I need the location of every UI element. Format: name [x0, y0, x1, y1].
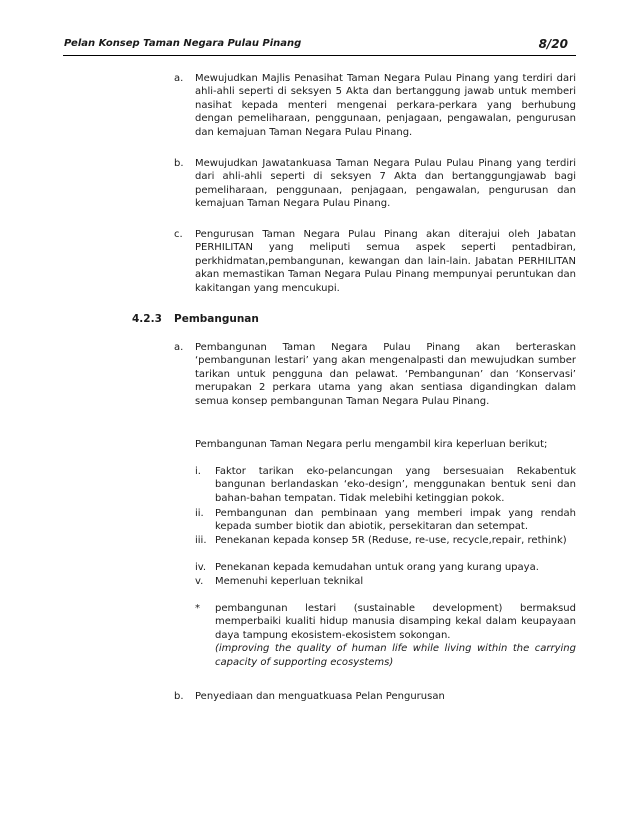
list-item — [174, 228, 576, 295]
roman-list-item — [195, 534, 576, 547]
section-title: Pembangunan — [174, 313, 259, 325]
list-item-text: Mewujudkan Majlis Penasihat Taman Negara Pulau Pinang yang terdiri dari ahli-ahli seperti di seksyen 5 Akta dan bertanggung jawab untuk memberi nasihat kepada menteri mengenai perkara-perkara yang berhubung dengan pemeliharaan, penggunaan, penjagaan, pengawalan, pengurusan dan kemajuan Taman Negara Pulau Pinang. — [195, 73, 576, 138]
list-item-text: Pembangunan Taman Negara Pulau Pinang akan berteraskan ‘pembangunan lestari’ yang akan mengenalpasti dan mewujudkan sumber tarikan untuk pengguna dan pelawat. ‘Pembangunan’ dan ‘Konservasi’ merupakan 2 perkara utama yang akan sentiasa digandingkan dalam semua konsep pembangunan Taman Negara Pulau Pinang. — [195, 342, 576, 407]
definition-note — [195, 602, 576, 669]
roman-list-item — [195, 575, 576, 588]
page-number: 8/20 — [538, 37, 568, 51]
list-item — [174, 157, 576, 211]
list-item-label: b. — [174, 691, 184, 702]
roman-list-item — [195, 465, 576, 505]
roman-list-item — [195, 507, 576, 534]
roman-list-label: iii. — [195, 535, 207, 546]
roman-list-text: Memenuhi keperluan teknikal — [215, 576, 364, 587]
note-translation: (improving the quality of human life while living within the carrying capacity of supporting ecosystems) — [215, 643, 576, 668]
page-header — [63, 33, 576, 56]
list-item-text: Pengurusan Taman Negara Pulau Pinang akan diterajui oleh Jabatan PERHILITAN yang meliputi semua aspek seperti pentadbiran, perkhidmatan,pembangunan, kewangan dan lain-lain. Jabatan PERHILITAN akan memastikan Taman Negara Pulau Pinang mempunyai peruntukan dan kakitangan yang mencukupi. — [195, 229, 576, 294]
list-item-label: a. — [174, 73, 184, 84]
document-title: Pelan Konsep Taman Negara Pulau Pinang — [64, 38, 302, 49]
note-text: pembangunan lestari (sustainable development) bermaksud memperbaiki kualiti hidup manusia disamping kekal dalam keupayaan daya tampung ekosistem-ekosistem sokongan. — [215, 603, 576, 641]
note-asterisk: * — [195, 603, 200, 614]
roman-list-item — [195, 561, 576, 574]
list-item-text: Penyediaan dan menguatkuasa Pelan Pengurusan — [195, 691, 445, 702]
list-item-label: a. — [174, 342, 184, 353]
considerations-intro: Pembangunan Taman Negara perlu mengambil kira keperluan berikut; — [195, 439, 548, 450]
roman-list-text: Pembangunan dan pembinaan yang memberi impak yang rendah kepada sumber biotik dan abiotik, persekitaran dan setempat. — [215, 508, 576, 533]
roman-list-text: Penekanan kepada konsep 5R (Reduse, re-use, recycle,repair, rethink) — [215, 535, 567, 546]
roman-list-text: Faktor tarikan eko-pelancungan yang bersesuaian Rekabentuk bangunan berlandaskan ‘eko-design’, menggunakan bentuk seni dan bahan-bahan tempatan. Tidak melebihi ketinggian pokok. — [215, 466, 576, 504]
section-number: 4.2.3 — [132, 313, 162, 325]
list-item-label: c. — [174, 229, 183, 240]
list-item — [174, 72, 576, 139]
list-item — [174, 341, 576, 408]
list-item-text: Mewujudkan Jawatankuasa Taman Negara Pulau Pulau Pinang yang terdiri dari ahli-ahli seperti di seksyen 7 Akta dan bertanggungjawab bagi pemeliharaan, penggunaan, penjagaan, pengawalan, pengurusan dan kemajuan Taman Negara Pulau Pinang. — [195, 158, 576, 210]
roman-list-label: ii. — [195, 508, 204, 519]
roman-list-text: Penekanan kepada kemudahan untuk orang yang kurang upaya. — [215, 562, 539, 573]
list-item-label: b. — [174, 158, 184, 169]
roman-list-label: iv. — [195, 562, 207, 573]
roman-list-label: v. — [195, 576, 204, 587]
roman-list-label: i. — [195, 466, 201, 477]
list-item — [174, 690, 576, 703]
